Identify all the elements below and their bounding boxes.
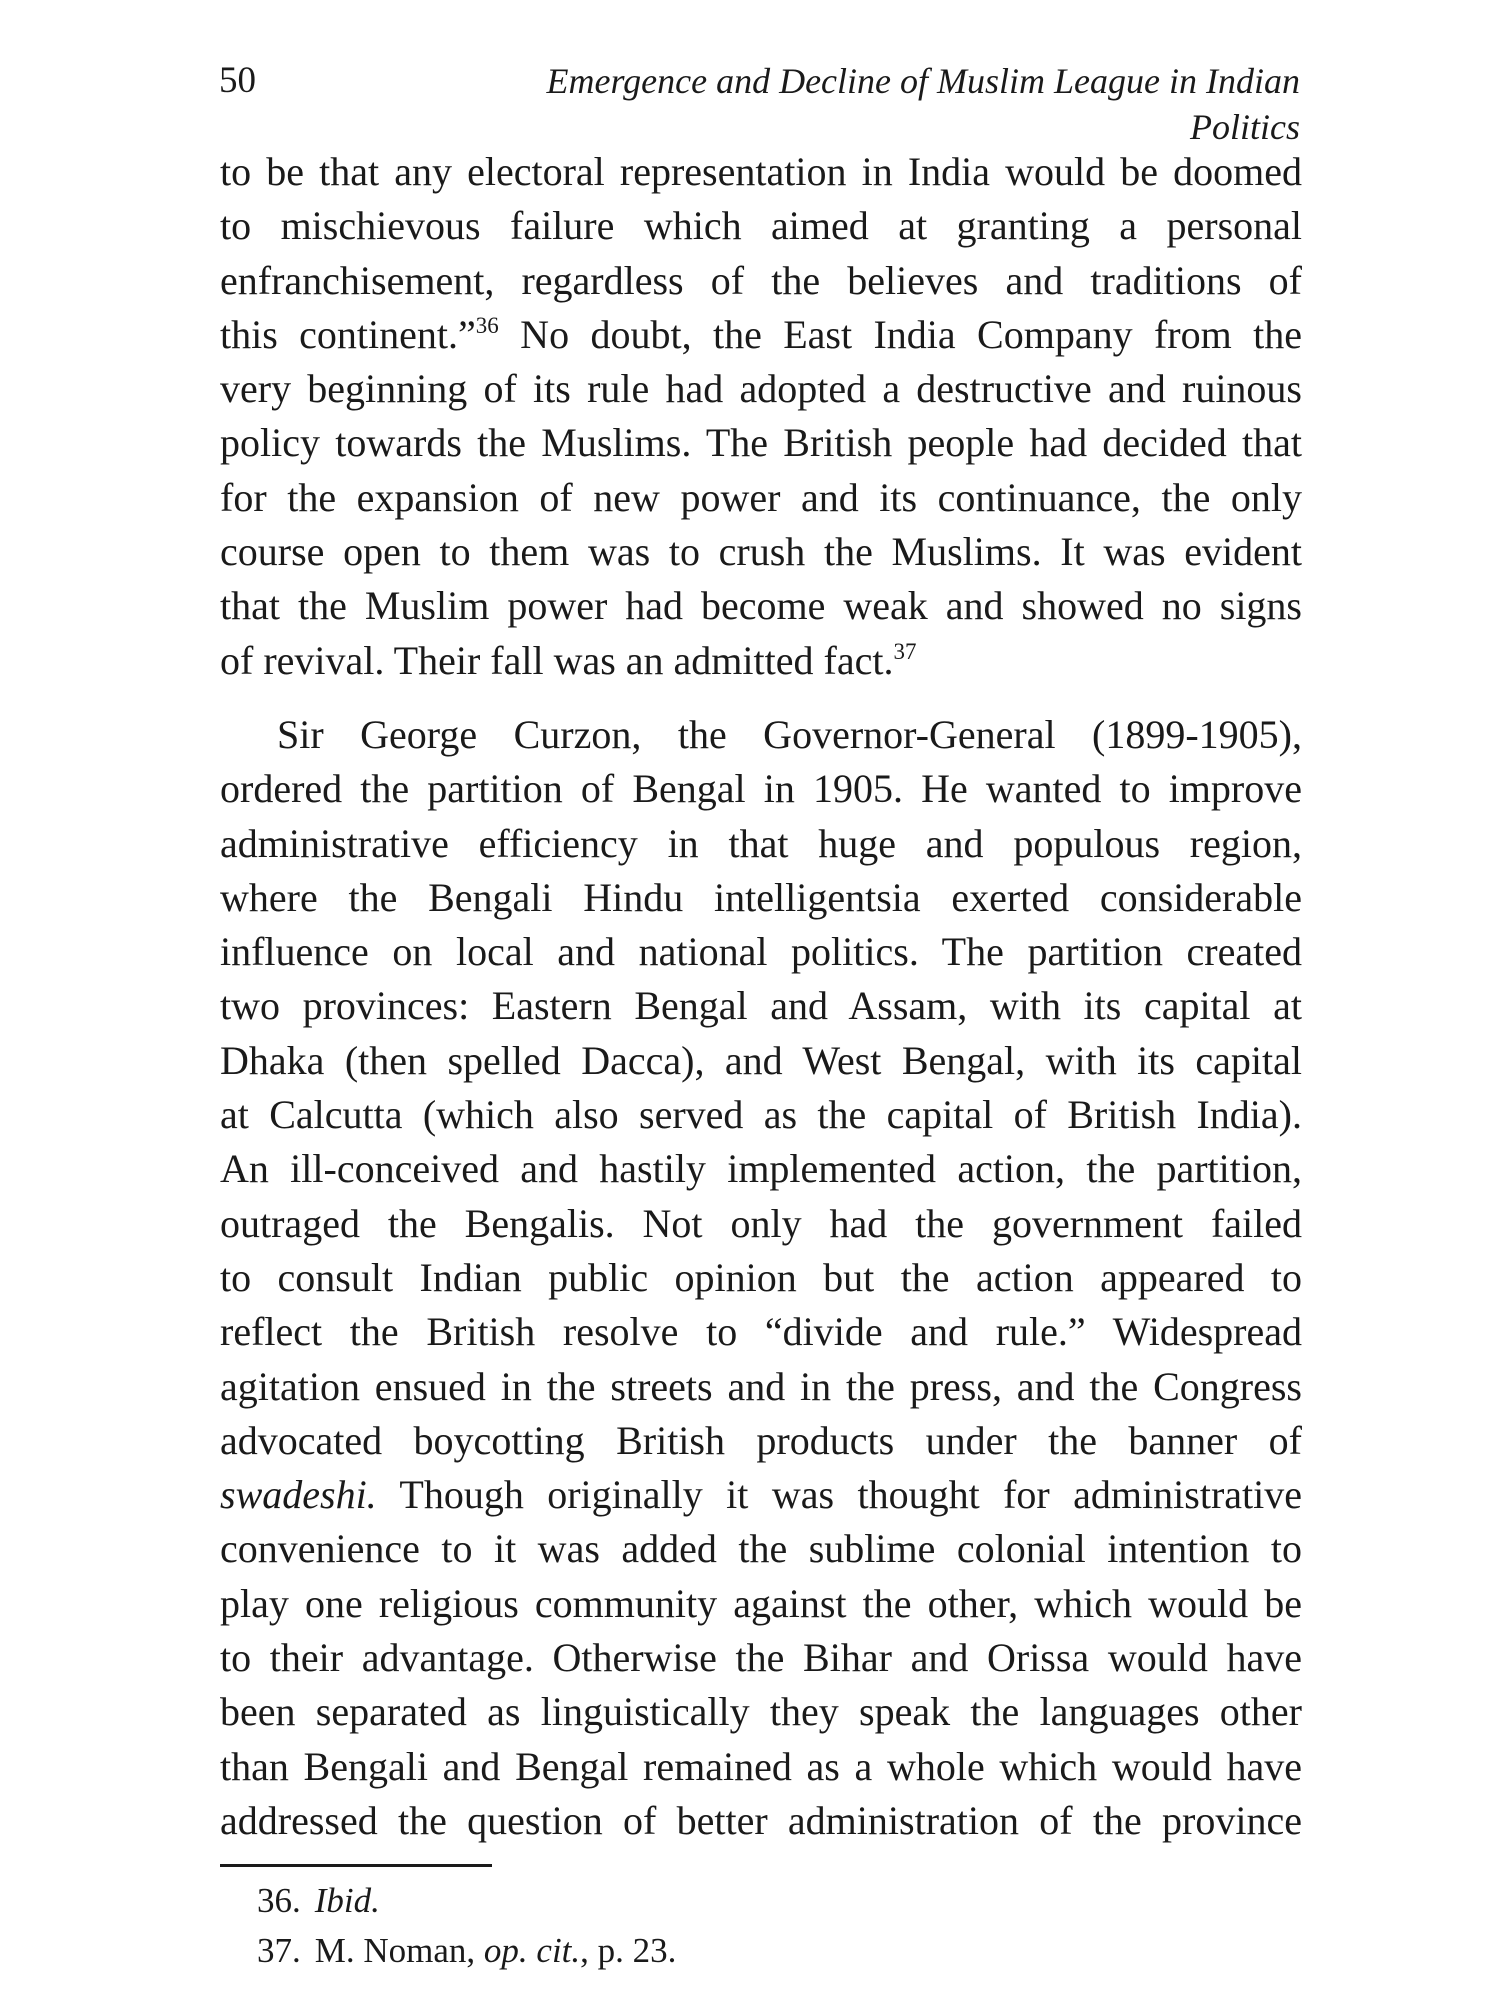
text-line: influence on local and national politics. The partition created [220, 929, 1302, 975]
text-line: for the expansion of new power and its continuance, the only [220, 474, 1302, 520]
running-title: Emergence and Decline of Muslim League in Indian Politics [546, 61, 1300, 147]
footnotes [257, 1876, 676, 1976]
text-line: been separated as linguistically they speak the languages other [220, 1689, 1302, 1735]
text-line: course open to them was to crush the Muslims. It was evident [220, 529, 1302, 575]
text-fragment: this continent.” [220, 311, 476, 357]
text-line: play one religious community against the other, which would be [220, 1580, 1302, 1626]
italic-term: swadeshi. [220, 1472, 377, 1518]
text-line: very beginning of its rule had adopted a destructive and ruinous [220, 366, 1302, 412]
text-line: to mischievous failure which aimed at granting a personal [220, 203, 1302, 249]
text-fragment: Though originally it was thought for administrative [376, 1472, 1302, 1518]
footnote-36 [257, 1876, 676, 1926]
footnote-ref-36[interactable]: 36 [475, 312, 499, 338]
text-line: to be that any electoral representation in India would be doomed [220, 149, 1302, 194]
text-line: An ill-conceived and hastily implemented action, the partition, [220, 1146, 1302, 1192]
text-line: than Bengali and Bengal remained as a whole which would have [220, 1743, 1302, 1789]
text-line: enfranchisement, regardless of the believes and traditions of [220, 257, 1302, 303]
footnote-37 [257, 1926, 676, 1976]
text-line: agitation ensued in the streets and in the press, and the Congress [220, 1363, 1302, 1409]
text-line: policy towards the Muslims. The British people had decided that [220, 420, 1302, 466]
text-fragment: of revival. Their fall was an admitted fact. [220, 637, 894, 683]
body-text [220, 145, 1302, 1848]
text-line [220, 1468, 1302, 1522]
text-line: convenience to it was added the sublime colonial intention to [220, 1526, 1302, 1572]
text-line [220, 634, 1302, 688]
text-line: ordered the partition of Bengal in 1905. He wanted to improve [220, 766, 1302, 812]
text-fragment: No doubt, the East India Company from the [498, 311, 1302, 357]
text-line: that the Muslim power had become weak and showed no signs [220, 583, 1302, 629]
text-line: advocated boycotting British products under the banner of [220, 1417, 1302, 1463]
footnote-ref-37[interactable]: 37 [893, 638, 917, 664]
footnote-number: 37. [257, 1931, 301, 1970]
text-line: to consult Indian public opinion but the action appeared to [220, 1254, 1302, 1300]
text-line: administrative efficiency in that huge and populous region, [220, 820, 1302, 866]
text-line: two provinces: Eastern Bengal and Assam, with its capital at [220, 983, 1302, 1029]
footnote-text: , p. 23. [580, 1931, 677, 1970]
text-line: where the Bengali Hindu intelligentsia exerted considerable [220, 874, 1302, 920]
footnote-italic: Ibid. [314, 1881, 380, 1920]
text-line: to their advantage. Otherwise the Bihar and Orissa would have [220, 1635, 1302, 1681]
text-line: outraged the Bengalis. Not only had the government failed [220, 1200, 1302, 1246]
text-line: at Calcutta (which also served as the capital of British India). [220, 1092, 1302, 1138]
text-line: reflect the British resolve to “divide and rule.” Widespread [220, 1309, 1302, 1355]
paragraph-1 [220, 145, 1302, 688]
paragraph-2 [220, 708, 1302, 1848]
page-number: 50 [219, 60, 256, 101]
text-line [220, 308, 1302, 362]
footnote-text: M. Noman, [314, 1931, 484, 1970]
text-line: Sir George Curzon, the Governor-General (1899-1905), [277, 711, 1302, 757]
text-line: Dhaka (then spelled Dacca), and West Bengal, with its capital [220, 1037, 1302, 1083]
footnote-rule [220, 1864, 492, 1867]
text-line: addressed the question of better administration of the province [220, 1797, 1302, 1843]
footnote-italic: op. cit. [483, 1931, 581, 1970]
footnote-number: 36. [257, 1881, 301, 1920]
